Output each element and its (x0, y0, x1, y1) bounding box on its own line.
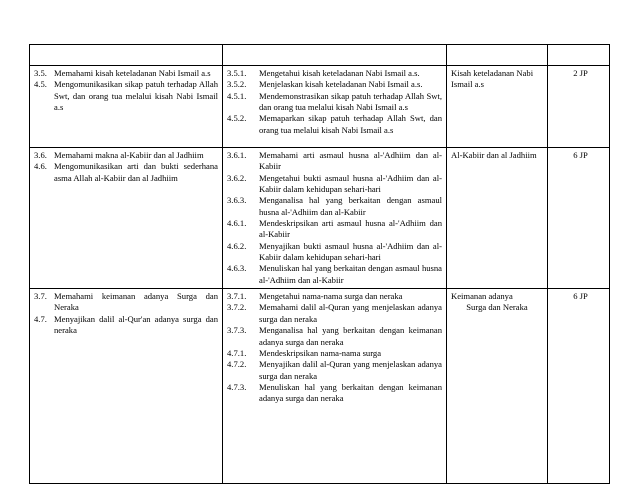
kd-cell (30, 66, 223, 148)
indicator-text: Memahami arti asmaul husna al-'Adhiim dan al-Kabiir (259, 150, 442, 172)
indicator-text: Mengetahui kisah keteladanan Nabi Ismail a.s. (259, 68, 420, 78)
indicator-item (227, 218, 442, 241)
indicator-number: 4.7.2. (227, 359, 247, 370)
indicator-number: 4.7.1. (227, 347, 247, 358)
indicator-text: Menuliskan hal yang berkaitan dengan keimanan adanya surga dan neraka (259, 381, 442, 404)
material-cell: Al-Kabiir dan al Jadhiim (447, 148, 548, 289)
indicator-text: Mendeskripsikan nama-nama surga (259, 347, 382, 358)
kd-item (34, 79, 218, 113)
indicator-text: Menganalisa hal yang berkaitan dengan keimanan adanya surga dan neraka (259, 325, 442, 347)
indicator-cell (223, 289, 447, 484)
header-cell-material (447, 45, 548, 66)
material-cell: Kisah keteladanan Nabi Ismail a.s (447, 66, 548, 148)
indicator-text: Menuliskan hal yang berkaitan dengan asmaul husna al-'Adhiim dan al-Kabiir (259, 263, 442, 285)
indicator-text: Menyajikan bukti asmaul husna al-'Adhiim dan al-Kabiir dalam kehidupan sehari-hari (259, 240, 442, 263)
indicator-text: Menganalisa hal yang berkaitan dengan asmaul husna al-'Adhiim dan al-Kabiir (259, 195, 442, 217)
kd-text: Memahami kisah keteladanan Nabi Ismail a.s (54, 68, 211, 78)
material-line: Surga dan Neraka (466, 302, 528, 313)
indicator-text: Memahami dalil al-Quran yang menjelaskan adanya surga dan neraka (259, 302, 442, 324)
time-allocation: 2 JP (548, 66, 610, 148)
indicator-text: Menjelaskan kisah keteladanan Nabi Ismail a.s. (259, 79, 423, 90)
kd-cell (30, 148, 223, 289)
kd-text: Mengomunikasikan arti dan bukti sederhana asma Allah al-Kabiir dan al Jadhiim (54, 161, 218, 183)
indicator-item (227, 195, 442, 218)
indicator-item (227, 359, 442, 382)
header-cell-indicator (223, 45, 447, 66)
indicator-item (227, 79, 442, 90)
kd-number: 4.7. (34, 313, 47, 324)
indicator-number: 3.6.3. (227, 195, 247, 206)
kd-number: 3.7. (34, 291, 47, 302)
indicator-number: 4.7.3. (227, 381, 247, 392)
indicator-item (227, 325, 442, 348)
indicator-item (227, 173, 442, 196)
kd-item (34, 161, 218, 184)
table-row (30, 66, 610, 148)
table-row (30, 289, 610, 484)
kd-number: 3.5. (34, 68, 47, 78)
kd-number: 4.6. (34, 161, 47, 172)
indicator-number: 4.6.2. (227, 240, 247, 251)
indicator-text: Mengetahui nama-nama surga dan neraka (259, 291, 403, 302)
indicator-text: Mendemonstrasikan sikap patuh terhadap Allah Swt, dan orang tua melalui kisah Nabi Ismail a.s (259, 90, 442, 113)
indicator-text: Menyajikan dalil al-Quran yang menjelaskan adanya surga dan neraka (259, 359, 442, 381)
indicator-number: 4.5.1. (227, 90, 247, 101)
indicator-number: 3.6.2. (227, 172, 247, 183)
indicator-number: 3.5.2. (227, 79, 247, 90)
table-row (30, 148, 610, 289)
indicator-cell (223, 66, 447, 148)
indicator-number: 4.5.2. (227, 113, 247, 124)
indicator-number: 3.6.1. (227, 150, 247, 160)
indicator-item (227, 150, 442, 173)
header-cell-kd (30, 45, 223, 66)
indicator-number: 3.7.3. (227, 325, 247, 336)
indicator-item (227, 348, 442, 359)
syllabus-table (29, 44, 610, 484)
indicator-item (227, 291, 442, 302)
kd-text: Memahami keimanan adanya Surga dan Neraka (54, 291, 218, 313)
indicator-number: 3.5.1. (227, 68, 247, 78)
indicator-item (227, 263, 442, 286)
indicator-item (227, 91, 442, 114)
header-row (30, 45, 610, 66)
indicator-item (227, 68, 442, 79)
indicator-number: 3.7.2. (227, 302, 247, 313)
indicator-number: 4.6.1. (227, 218, 247, 229)
indicator-item (227, 241, 442, 264)
kd-item (34, 291, 218, 314)
time-allocation: 6 JP (548, 289, 610, 484)
time-allocation: 6 JP (548, 148, 610, 289)
indicator-item (227, 113, 442, 136)
kd-text: Memahami makna al-Kabiir dan al Jadhiim (54, 150, 204, 160)
kd-text: Menyajikan dalil al-Qur'an adanya surga dan neraka (54, 313, 218, 336)
kd-number: 4.5. (34, 79, 47, 90)
header-cell-time (548, 45, 610, 66)
kd-number: 3.6. (34, 150, 47, 160)
kd-item (34, 150, 218, 161)
indicator-text: Memaparkan sikap patuh terhadap Allah Swt, dan orang tua melalui kisah Nabi Ismail a.s (259, 113, 442, 135)
kd-cell (30, 289, 223, 484)
indicator-text: Mendeskripsikan arti asmaul husna al-'Adhiim dan al-Kabiir (259, 218, 442, 240)
indicator-number: 4.6.3. (227, 263, 247, 274)
kd-item (34, 68, 218, 79)
indicator-item (227, 302, 442, 325)
material-line: Keimanan adanya (451, 291, 513, 302)
indicator-item (227, 382, 442, 405)
kd-text: Mengomunikasikan sikap patuh terhadap Allah Swt, dan orang tua melalui kisah Nabi Ismail a.s (54, 79, 218, 113)
indicator-cell (223, 148, 447, 289)
indicator-text: Mengetahui bukti asmaul husna al-'Adhiim dan al-Kabiir dalam kehidupan sehari-hari (259, 172, 442, 195)
kd-item (34, 314, 218, 337)
indicator-number: 3.7.1. (227, 291, 247, 302)
material-cell (447, 289, 548, 484)
